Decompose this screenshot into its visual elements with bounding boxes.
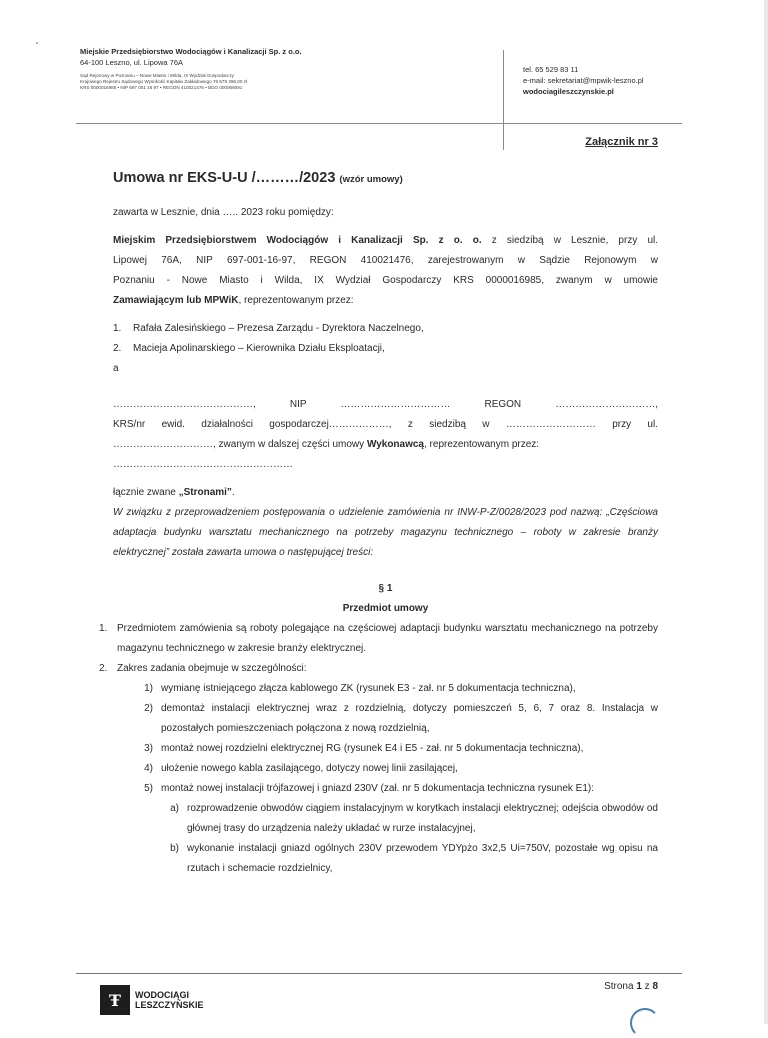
party-1-line-1 [113, 231, 658, 251]
section-number: § 1 [378, 583, 393, 594]
section-1 [99, 579, 658, 879]
page-number [604, 981, 658, 992]
party-1-line-3: Poznaniu - Nowe Miasto i Wilda, IX Wydział Gospodarczy KRS 0000016985, zwanym w umowie [113, 275, 658, 286]
list-item [99, 619, 658, 659]
letterhead-rule [76, 123, 682, 124]
page-mid: z [641, 981, 653, 992]
contract-title-note: (wzór umowy) [339, 174, 403, 185]
party-1-line-4 [113, 291, 658, 311]
list-item [135, 739, 658, 759]
intro-line: zawarta w Lesznie, dnia ….. 2023 roku pomiędzy: [113, 207, 334, 218]
list-item [113, 339, 658, 359]
scope-text: wymianę istniejącego złącza kablowego ZK (rysunek E3 - zał. nr 5 dokumentacja techniczna), [161, 683, 576, 694]
letterhead-contact [523, 64, 644, 97]
party-1-role-rest: , reprezentowanym przez: [238, 295, 354, 306]
list-item [135, 779, 658, 799]
point-text: Zakres zadania obejmuje w szczególności: [117, 663, 307, 674]
list-item-text: Macieja Apolinarskiego – Kierownika Działu Eksploatacji, [133, 343, 385, 354]
together-bold: „Stronami” [178, 487, 232, 498]
signature-mark-icon [630, 1008, 660, 1038]
logo-line-1: WODOCIĄGI [135, 990, 189, 1000]
contact-email: e-mail: sekretariat@mpwik-leszno.pl [523, 76, 644, 85]
party-2-role: Wykonawcą [366, 439, 424, 450]
contract-body [99, 203, 659, 879]
party-2-line-3 [113, 435, 658, 455]
letterhead-divider [503, 50, 504, 150]
conjunction: a [113, 363, 119, 374]
parties-together [113, 483, 658, 503]
party-1-role: Zamawiającym lub MPWiK [113, 295, 239, 306]
scope-number: 2) [144, 703, 153, 714]
page-total: 8 [652, 981, 658, 992]
party-1 [113, 231, 658, 311]
registry-info [80, 73, 495, 92]
registry-line-1: Sąd Rejonowy w Poznaniu – Nowe Miasto i Wilda, IX Wydział Gospodarczy [80, 73, 234, 78]
page-prefix: Strona [604, 981, 637, 992]
contract-title-main: Umowa nr EKS-U-U /………/2023 [113, 170, 340, 186]
footer-rule [76, 973, 682, 974]
company-logo [100, 985, 204, 1015]
scope-text: ułożenie nowego kabla zasilającego, dotyczy nowej linii zasilającej, [161, 763, 458, 774]
logo-line-2: LESZCZYŃSKIE [135, 1000, 204, 1010]
point-text: Przedmiotem zamówienia są roboty polegające na częściowej adaptacji budynku warsztatu mechanicznego na potrzeby magazynu technicznego w zakresie branży elektrycznej. [117, 623, 658, 654]
list-item [99, 659, 658, 679]
page-edge [764, 0, 768, 1024]
letterhead-left [80, 47, 495, 92]
representatives-list [113, 319, 658, 359]
contact-phone: tel. 65 529 83 11 [523, 65, 579, 74]
party-2-line-1: ……………………………………, NIP …………………………… REGON …………………………, [113, 399, 658, 410]
party-2-line-2: KRS/nr ewid. działalności gospodarczej………………, z siedzibą w ……………………… przy ul. [113, 419, 658, 430]
list-item [113, 319, 658, 339]
together-end: . [231, 487, 235, 498]
subscope-letter: b) [170, 843, 179, 854]
page-current: 1 [636, 981, 642, 992]
point-number: 1. [99, 623, 108, 634]
scope-number: 4) [144, 763, 153, 774]
annex-label: Załącznik nr 3 [585, 136, 658, 148]
list-item [163, 799, 658, 839]
scope-number: 3) [144, 743, 153, 754]
list-item [135, 699, 658, 739]
scope-number: 5) [144, 783, 153, 794]
list-item-number: 2. [113, 343, 122, 354]
scope-number: 1) [144, 683, 153, 694]
subscope-text: rozprowadzenie obwodów ciągiem instalacyjnym w korytkach instalacji elektrycznej; odejścia obwodów od głównej trasy do urządzenia należy układać w rurze instalacyjnej, [187, 803, 658, 834]
list-item [135, 759, 658, 779]
faucet-logo-icon: Ŧ [100, 985, 130, 1015]
scope-text: montaż nowej rozdzielni elektrycznej RG (rysunek E4 i E5 - zał. nr 5 dokumentacja techniczna), [161, 743, 584, 754]
party-2-line-3-start: …………………………, zwanym w dalszej części umowy [113, 439, 367, 450]
scope-list [113, 679, 658, 799]
party-2 [113, 395, 658, 475]
logo-text [135, 990, 204, 1010]
list-item [163, 839, 658, 879]
party-1-line-2: Lipowej 76A, NIP 697-001-16-97, REGON 410021476, zarejestrowanym w Sądzie Rejonowym w [113, 255, 658, 266]
list-item-text: Rafała Zalesińskiego – Prezesa Zarządu - Dyrektora Naczelnego, [133, 323, 424, 334]
company-name: Miejskie Przedsiębiorstwo Wodociągów i Kanalizacji Sp. z o.o. [80, 47, 302, 56]
subscope-letter: a) [170, 803, 179, 814]
company-address: 64-100 Leszno, ul. Lipowa 76A [80, 58, 183, 67]
party-1-line-1-rest: z siedzibą w Lesznie, przy ul. [481, 235, 659, 246]
together-start: łącznie zwane [113, 487, 179, 498]
section-heading: Przedmiot umowy [342, 603, 429, 614]
scope-text: demontaż instalacji elektrycznej wraz z rozdzielnią, dotyczy pomieszczeń 5, 6, 7 oraz 8. Instalacja w pozostałych pomieszczeniach połączona z nową rozdzielnią, [161, 703, 658, 734]
scope-text: montaż nowej instalacji trójfazowej i gniazd 230V (zał. nr 5 dokumentacja techniczna rysunek E1): [161, 783, 594, 794]
preamble: W związku z przeprowadzeniem postępowania o udzielenie zamówienia nr INW-P-Z/0028/2023 pod nazwą: „Częściowa adaptacja budynku warsztatu mechanicznego na potrzeby magazynu technicznego – roboty w zakresie branży elektrycznej” została zawarta umowa o następującej treści: [113, 507, 658, 558]
scan-speck [36, 42, 38, 44]
registry-line-3: KRS 0000016985 • NIP 697 001 16 97 • REGON 410021476 • BDO 000068091 [80, 85, 243, 91]
party-2-line-3-end: , reprezentowanym przez: [424, 439, 540, 450]
party-1-name: Miejskim Przedsiębiorstwem Wodociągów i Kanalizacji Sp. z o. o. [113, 235, 482, 246]
point-number: 2. [99, 663, 108, 674]
list-item [135, 679, 658, 699]
section-points [99, 619, 658, 679]
party-2-line-4: ……………………………………………… [113, 459, 293, 470]
registry-line-2: Krajowego Rejestru Sądowego Wysokość Kapitału Zakładowego 76 579 296,00 zł [80, 79, 247, 85]
contact-website: wodociagileszczynskie.pl [523, 87, 614, 96]
contract-title [113, 170, 403, 186]
subscope-list [113, 799, 658, 879]
subscope-text: wykonanie instalacji gniazd ogólnych 230V przewodem YDYpżo 3x2,5 Ui=750V, pozostałe wg opisu na rzutach i schemacie rozdzielnicy, [187, 843, 658, 874]
list-item-number: 1. [113, 323, 122, 334]
